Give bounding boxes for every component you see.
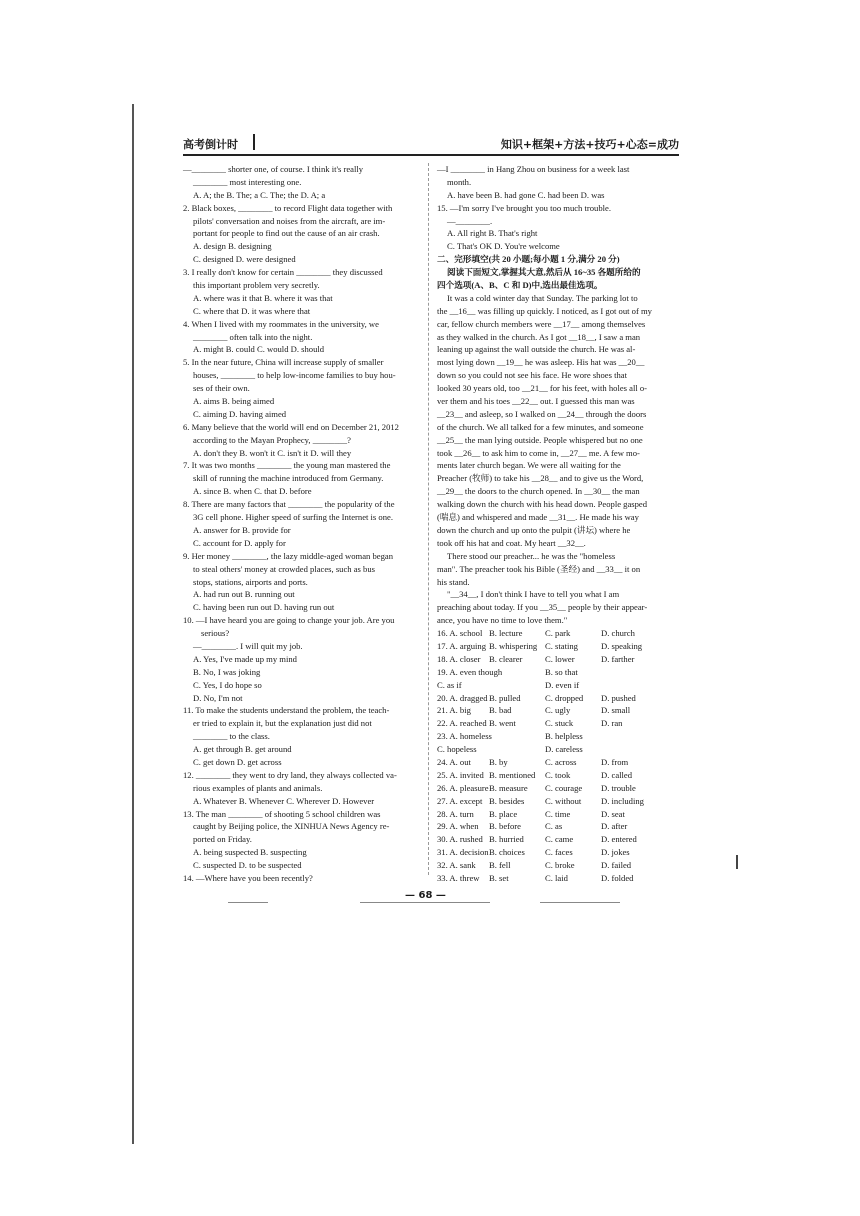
text-line: It was a cold winter day that Sunday. The parking lot to xyxy=(447,292,638,303)
cloze-option: 28. A. turn xyxy=(437,808,474,819)
cloze-option-row xyxy=(437,653,677,666)
cloze-option-row xyxy=(437,756,677,769)
cloze-option: B. lecture xyxy=(489,628,523,639)
cloze-option: D. folded xyxy=(601,872,634,883)
header-left-title: 高考倒计时 xyxy=(183,138,238,151)
cloze-option: D. small xyxy=(601,705,631,716)
cloze-option: B. fell xyxy=(489,860,511,871)
cloze-option: B. went xyxy=(489,718,516,729)
text-line: his stand. xyxy=(437,576,470,587)
text-line: __29__ the doors to the church opened. In __30__ the man xyxy=(437,486,640,497)
text-line: er tried to explain it, but the explanation just did not xyxy=(193,718,372,729)
cloze-option: D. entered xyxy=(601,834,637,845)
text-line: leaning up against the wall outside the church. He was al- xyxy=(437,344,636,355)
text-line: of the church. We all talked for a few minutes, and someone xyxy=(437,421,644,432)
text-line: A. design B. designing xyxy=(193,241,272,252)
cloze-option: 18. A. closer xyxy=(437,653,481,664)
cloze-option: 20. A. dragged xyxy=(437,692,488,703)
cloze-option: B. clearer xyxy=(489,653,523,664)
cloze-option: 32. A. sank xyxy=(437,860,476,871)
text-line: A. since B. when C. that D. before xyxy=(193,486,312,497)
cloze-option: C. stating xyxy=(545,640,578,651)
text-line: skill of running the machine introduced from Germany. xyxy=(193,473,384,484)
cloze-option-row xyxy=(437,627,677,640)
cloze-option: D. after xyxy=(601,821,628,832)
text-line: —________ shorter one, of course. I think it's really xyxy=(183,164,364,174)
text-line: A. might B. could C. would D. should xyxy=(193,344,325,355)
cloze-option: D. seat xyxy=(601,808,625,819)
footer-line-center xyxy=(360,902,490,903)
cloze-option: 33. A. threw xyxy=(437,872,480,883)
cloze-option: B. choices xyxy=(489,847,525,858)
cloze-option-row xyxy=(437,833,677,846)
cloze-option-row xyxy=(437,704,677,717)
cloze-option: C. lower xyxy=(545,653,575,664)
text-line: C. having been run out D. having run out xyxy=(193,602,335,613)
text-line: took __26__ to ask him to come in, __27__ me. A few mo- xyxy=(437,447,640,458)
text-line: houses, ________ to help low-income families to buy hou- xyxy=(193,370,396,381)
text-line: 6. Many believe that the world will end on December 21, 2012 xyxy=(183,421,399,432)
text-line: 7. It was two months ________ the young man mastered the xyxy=(183,460,391,471)
text-line: 14. —Where have you been recently? xyxy=(183,872,313,883)
cloze-option: D. church xyxy=(601,628,635,639)
text-line: 阅读下面短文,掌握其大意,然后从 16~35 各题所给的 xyxy=(447,267,641,278)
cloze-option: B. by xyxy=(489,756,508,767)
text-line: C. Yes, I do hope so xyxy=(193,679,262,690)
cloze-option: D. trouble xyxy=(601,782,636,793)
text-line: preaching about today. If you __35__ people by their appear- xyxy=(437,602,648,613)
cloze-option: 16. A. school xyxy=(437,628,483,639)
text-line: according to the Mayan Prophecy, ________? xyxy=(193,434,351,445)
text-line: car, fellow church members were __17__ among themselves xyxy=(437,318,646,329)
text-line: ported on Friday. xyxy=(193,834,252,845)
text-line: ses of their own. xyxy=(193,383,250,394)
text-line: (喘息) and whispered and made __31__. He made his way xyxy=(437,512,639,523)
cloze-option-row xyxy=(437,846,677,859)
cloze-option: C. broke xyxy=(545,860,575,871)
text-line: ance, you have no time to love them." xyxy=(437,615,568,626)
cloze-option: B. set xyxy=(489,872,509,883)
cloze-option: B. measure xyxy=(489,782,528,793)
cloze-options xyxy=(437,627,677,885)
cloze-option: 22. A. reached xyxy=(437,718,487,729)
text-line: caught by Beijing police, the XINHUA News Agency re- xyxy=(193,821,390,832)
text-line: this important problem very secretly. xyxy=(193,280,320,291)
text-line: took off his hat and coat. My heart __32__. xyxy=(437,537,586,548)
text-line: 10. —I have heard you are going to change your job. Are you xyxy=(183,615,395,626)
text-line: man". The preacher took his Bible (圣经) and __33__ it on xyxy=(437,563,641,574)
text-line: pilots' conversation and noises from the aircraft, are im- xyxy=(193,215,386,226)
cloze-option: D. even if xyxy=(545,679,580,690)
text-line: ________ often talk into the night. xyxy=(193,331,313,342)
text-line: down the church and up onto the pulpit (讲坛) where he xyxy=(437,524,631,535)
cloze-option: 24. A. out xyxy=(437,756,471,767)
cloze-option: C. faces xyxy=(545,847,573,858)
cloze-option: B. pulled xyxy=(489,692,521,703)
cloze-option: B. so that xyxy=(545,666,578,677)
text-line: A. where was it that B. where it was that xyxy=(193,292,333,303)
cloze-option: C. ugly xyxy=(545,705,571,716)
text-line: to steal others' money at crowded places, such as bus xyxy=(193,563,375,574)
cloze-option-row xyxy=(437,730,677,743)
cloze-option: 19. A. even though xyxy=(437,666,503,677)
text-line: ments later church began. We were all waiting for the xyxy=(437,460,621,471)
text-line: B. No, I was joking xyxy=(193,666,261,677)
cloze-option: 27. A. except xyxy=(437,795,483,806)
text-line: 二、完形填空(共 20 小题;每小题 1 分,满分 20 分) xyxy=(437,254,620,265)
cloze-option: 26. A. pleasure xyxy=(437,782,489,793)
cloze-option: B. mentioned xyxy=(489,769,536,780)
text-line: C. where that D. it was where that xyxy=(193,305,311,316)
cloze-option: 31. A. decision xyxy=(437,847,489,858)
cloze-option: C. as xyxy=(545,821,563,832)
text-line: stops, stations, airports and ports. xyxy=(193,576,308,587)
text-line: A. All right B. That's right xyxy=(447,228,538,239)
text-line: A. Yes, I've made up my mind xyxy=(193,653,297,664)
cloze-option: C. courage xyxy=(545,782,583,793)
cloze-option: B. besides xyxy=(489,795,525,806)
footer-line-left xyxy=(228,902,268,903)
text-line: C. That's OK D. You're welcome xyxy=(447,241,560,252)
header-rule xyxy=(183,154,679,156)
text-line: 3G cell phone. Higher speed of surfing the Internet is one. xyxy=(193,512,393,523)
cloze-option: C. laid xyxy=(545,872,568,883)
text-line: A. A; the B. The; a C. The; the D. A; a xyxy=(193,189,326,200)
cloze-option: D. careless xyxy=(545,744,583,755)
cloze-option: D. ran xyxy=(601,718,623,729)
cloze-option: C. as if xyxy=(437,679,462,690)
text-line: ________ to the class. xyxy=(193,731,270,742)
text-line: —I ________ in Hang Zhou on business for a week last xyxy=(437,164,630,174)
text-line: C. get down D. get across xyxy=(193,756,282,767)
cloze-option-row xyxy=(437,743,677,756)
text-line: 四个选项(A、B、C 和 D)中,选出最佳选项。 xyxy=(437,280,603,291)
text-line: Preacher (牧师) to take his __28__ and to give us the Word, xyxy=(437,473,644,484)
cloze-option-row xyxy=(437,872,677,885)
text-line: 9. Her money ________, the lazy middle-aged woman began xyxy=(183,550,394,561)
cloze-option: D. including xyxy=(601,795,644,806)
cloze-option-row xyxy=(437,666,677,679)
text-line: walking down the church with his head down. People gasped xyxy=(437,499,648,510)
text-line: C. designed D. were designed xyxy=(193,254,296,265)
text-line: 4. When I lived with my roommates in the university, we xyxy=(183,318,379,329)
text-line: A. aims B. being aimed xyxy=(193,396,275,407)
text-line: "__34__, I don't think I have to tell you what I am xyxy=(447,589,620,600)
cloze-option: B. bad xyxy=(489,705,512,716)
scan-margin-line xyxy=(132,104,134,1144)
text-line: the __16__ was filling up quickly. I noticed, as I got out of my xyxy=(437,305,652,316)
text-line: A. Whatever B. Whenever C. Wherever D. However xyxy=(193,795,375,806)
cloze-option: C. across xyxy=(545,756,577,767)
text-line: A. had run out B. running out xyxy=(193,589,295,600)
cloze-option: D. failed xyxy=(601,860,632,871)
cloze-option-row xyxy=(437,679,677,692)
cloze-option: D. pushed xyxy=(601,692,636,703)
page-header xyxy=(183,134,679,154)
text-line: C. aiming D. having aimed xyxy=(193,408,287,419)
cloze-option-row xyxy=(437,782,677,795)
text-line: 2. Black boxes, ________ to record Flight data together with xyxy=(183,202,393,213)
right-column-text xyxy=(437,163,677,627)
cloze-option: D. farther xyxy=(601,653,635,664)
cloze-option: D. speaking xyxy=(601,640,643,651)
text-line: There stood our preacher... he was the "homeless xyxy=(447,550,616,561)
cloze-option: 30. A. rushed xyxy=(437,834,483,845)
text-line: 15. —I'm sorry I've brought you too much trouble. xyxy=(437,202,611,213)
cloze-option-row xyxy=(437,859,677,872)
text-line: C. account for D. apply for xyxy=(193,537,286,548)
scan-mark xyxy=(736,855,738,869)
column-divider xyxy=(428,163,429,875)
text-line: month. xyxy=(447,176,472,187)
cloze-option: B. before xyxy=(489,821,521,832)
cloze-option: C. dropped xyxy=(545,692,584,703)
cloze-option: B. whispering xyxy=(489,640,538,651)
cloze-option-row xyxy=(437,769,677,782)
cloze-option: C. stuck xyxy=(545,718,574,729)
cloze-option: B. helpless xyxy=(545,731,583,742)
cloze-option-row xyxy=(437,820,677,833)
text-line: most lying down __19__ he was asleep. His hat was __20__ xyxy=(437,357,645,368)
cloze-option-row xyxy=(437,717,677,730)
text-line: A. don't they B. won't it C. isn't it D. will they xyxy=(193,447,352,458)
header-right-slogan: 知识+框架+方法+技巧+心态=成功 xyxy=(500,138,679,151)
text-line: 3. I really don't know for certain ________ they discussed xyxy=(183,267,383,278)
cloze-option: C. without xyxy=(545,795,582,806)
text-line: rious examples of plants and animals. xyxy=(193,782,323,793)
text-line: D. No, I'm not xyxy=(193,692,243,703)
right-column xyxy=(437,163,677,885)
cloze-option-row xyxy=(437,692,677,705)
left-column xyxy=(183,163,423,885)
text-line: —________. I will quit my job. xyxy=(193,640,303,651)
text-line: down so you could not see his face. He wore shoes that xyxy=(437,370,627,381)
cloze-option: C. took xyxy=(545,769,571,780)
text-line: ________ most interesting one. xyxy=(193,176,302,187)
cloze-option: B. hurried xyxy=(489,834,524,845)
cloze-option: 21. A. big xyxy=(437,705,471,716)
cloze-option: D. called xyxy=(601,769,633,780)
text-line: __25__ the man lying outside. People whispered but no one xyxy=(437,434,643,445)
text-line: 11. To make the students understand the problem, the teach- xyxy=(183,705,390,716)
cloze-option: B. place xyxy=(489,808,518,819)
footer-line-right xyxy=(540,902,620,903)
text-line: C. suspected D. to be suspected xyxy=(193,860,302,871)
text-line: A. have been B. had gone C. had been D. was xyxy=(447,189,605,200)
header-divider xyxy=(253,134,255,150)
text-line: A. being suspected B. suspecting xyxy=(193,847,307,858)
text-line: 5. In the near future, China will increase supply of smaller xyxy=(183,357,384,368)
text-line: portant for people to find out the cause of an air crash. xyxy=(193,228,380,239)
cloze-option-row xyxy=(437,795,677,808)
text-line: 13. The man ________ of shooting 5 school children was xyxy=(183,808,381,819)
cloze-option-row xyxy=(437,808,677,821)
text-line: —________. xyxy=(447,215,493,226)
cloze-option: C. park xyxy=(545,628,571,639)
text-line: 12. ________ they went to dry land, they always collected va- xyxy=(183,769,397,780)
cloze-option-row xyxy=(437,640,677,653)
text-line: A. answer for B. provide for xyxy=(193,524,291,535)
cloze-option: 29. A. when xyxy=(437,821,479,832)
page-number: — 68 — xyxy=(405,890,446,901)
cloze-option: C. came xyxy=(545,834,574,845)
text-line: as they walked in the church. As I got __18__, I saw a man xyxy=(437,331,641,342)
text-line: 8. There are many factors that ________ the popularity of the xyxy=(183,499,395,510)
cloze-option: 23. A. homeless xyxy=(437,731,492,742)
text-line: serious? xyxy=(201,628,230,639)
cloze-option: D. jokes xyxy=(601,847,630,858)
text-line: __23__ and asleep, so I walked on __24__ through the doors xyxy=(437,408,647,419)
text-line: looked 30 years old, too __21__ for his feet, with holes all o- xyxy=(437,383,648,394)
cloze-option: 25. A. invited xyxy=(437,769,484,780)
text-line: A. get through B. get around xyxy=(193,744,292,755)
cloze-option: C. hopeless xyxy=(437,744,477,755)
cloze-option: C. time xyxy=(545,808,571,819)
text-line: ver them and his toes __22__ out. I guessed this man was xyxy=(437,396,635,407)
cloze-option: D. from xyxy=(601,756,629,767)
cloze-option: 17. A. arguing xyxy=(437,640,487,651)
